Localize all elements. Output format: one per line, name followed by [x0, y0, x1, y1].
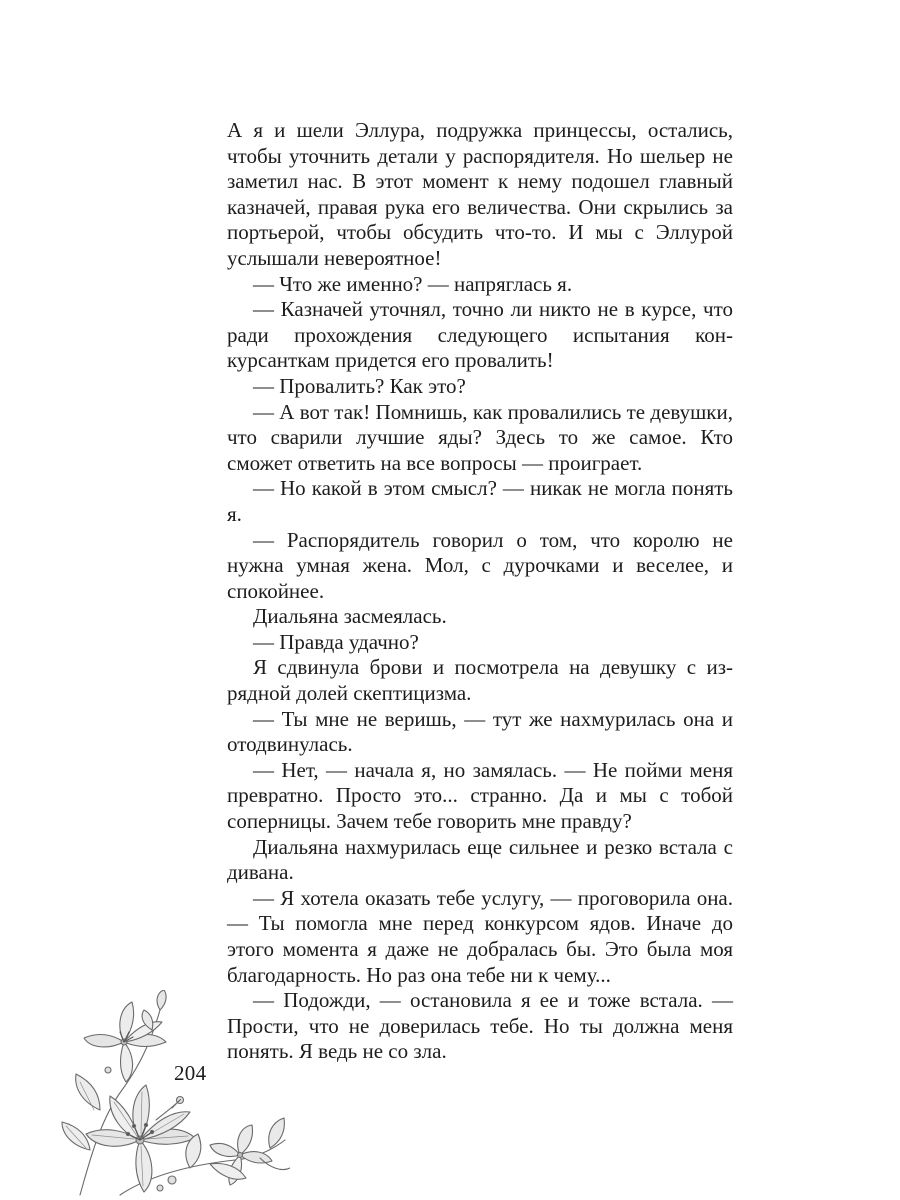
paragraph: — Но какой в этом смысл? — никак не могла понять я.: [227, 476, 733, 526]
paragraph: — Что же именно? — напряглась я.: [253, 271, 573, 296]
paragraph: — Распорядитель говорил о том, что королю не нужна умная жена. Мол, с дурочками и веселее, и спокойнее.: [227, 527, 733, 603]
floral-ornament-icon: [60, 990, 290, 1200]
paragraph: — Я хотела оказать тебе услугу, — проговорила она. — Ты помогла мне перед конкурсом ядов. Иначе до этого момента я даже не добралась бы. Это была моя благодарность. Но раз она тебе ни к чему...: [227, 885, 733, 987]
paragraph: — Подожди, — остановила я ее и тоже встала. — Прости, что не доверилась тебе. Но ты должна меня понять. Я ведь не со зла.: [227, 988, 733, 1064]
paragraph: А я и шели Эллура, подружка принцессы, остались, чтобы уточнить детали у распорядителя. Но шельер не заметил нас. В этот момент к нему подошел главный казначей, правая рука его величества. Они скрылись за портьерой, чтобы обсудить что-то. И мы с Эллурой услышали невероятное!: [227, 118, 733, 270]
paragraph: — Ты мне не веришь, — тут же нахмурилась она и отодвинулась.: [227, 706, 733, 757]
body-text: [227, 118, 733, 1065]
paragraph: Я сдвинула брови и посмотрела на девушку с изрядной долей скептицизма.: [227, 655, 733, 706]
paragraph: Диальяна засмеялась.: [253, 604, 447, 629]
paragraph: — Провалить? Как это?: [253, 373, 466, 398]
paragraph: — Правда удачно?: [253, 629, 419, 654]
page-number: 204: [174, 1061, 207, 1085]
paragraph: — А вот так! Помнишь, как провалились те девушки, что сварили лучшие яды? Здесь то же самое. Кто сможет ответить на все вопросы — проиграет.: [227, 399, 733, 475]
paragraph: — Нет, — начала я, но замялась. — Не пойми меня превратно. Просто это... странно. Да и мы с тобой соперницы. Зачем тебе говорить мне правду?: [227, 757, 733, 834]
paragraph: — Казначей уточнял, точно ли никто не в курсе, что ради прохождения следующего испытания конкурсанткам придется его провалить!: [227, 297, 733, 373]
paragraph: Диальяна нахмурилась еще сильнее и резко встала с дивана.: [227, 834, 733, 885]
